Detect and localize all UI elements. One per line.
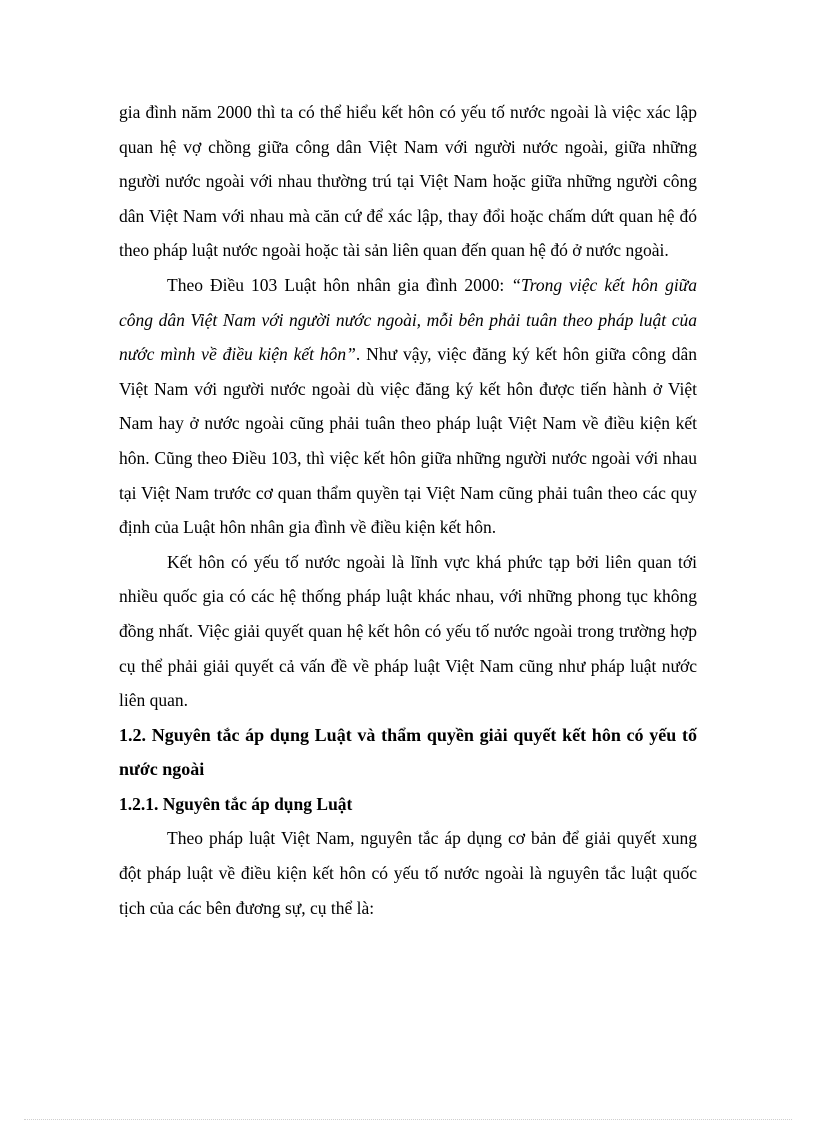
article-103-lead: Theo Điều 103 Luật hôn nhân gia đình 2000:	[167, 274, 512, 295]
section-heading-1-2-1: 1.2.1. Nguyên tắc áp dụng Luật	[119, 793, 353, 814]
paragraph-continuation: gia đình năm 2000 thì ta có thể hiểu kết hôn có yếu tố nước ngoài là việc xác lập quan hệ vợ chồng giữa công dân Việt Nam với người nước ngoài, giữa những người nước ngoài với nhau thường trú tại Việt Nam hoặc giữa những người công dân Việt Nam với nhau mà căn cứ để xác lập, thay đổi hoặc chấm dứt quan hệ đó theo pháp luật nước ngoài hoặc tài sản liên quan đến quan hệ đó ở nước ngoài.	[119, 102, 697, 261]
page-bottom-divider	[24, 1119, 792, 1120]
paragraph-nationality-principle: Theo pháp luật Việt Nam, nguyên tắc áp dụng cơ bản để giải quyết xung đột pháp luật về điều kiện kết hôn có yếu tố nước ngoài là nguyên tắc luật quốc tịch của các bên đương sự, cụ thể là:	[119, 828, 697, 918]
paragraph-complexity: Kết hôn có yếu tố nước ngoài là lĩnh vực khá phức tạp bởi liên quan tới nhiều quốc gia có các hệ thống pháp luật khác nhau, với những phong tục không đồng nhất. Việc giải quyết quan hệ kết hôn có yếu tố nước ngoài trong trường hợp cụ thể phải giải quyết cả vấn đề về pháp luật Việt Nam cũng như pháp luật nước liên quan.	[119, 551, 697, 711]
article-103-tail: . Như vậy, việc đăng ký kết hôn giữa công dân Việt Nam với người nước ngoài dù việc đăng ký kết hôn được tiến hành ở Việt Nam hay ở nước ngoài cũng phải tuân theo pháp luật Việt Nam về điều kiện kết hôn. Cũng theo Điều 103, thì việc kết hôn giữa những người nước ngoài với nhau tại Việt Nam trước cơ quan thẩm quyền tại Việt Nam cũng phải tuân theo các quy định của Luật hôn nhân gia đình về điều kiện kết hôn.	[119, 344, 697, 538]
section-heading-1-2: 1.2. Nguyên tắc áp dụng Luật và thẩm quyền giải quyết kết hôn có yếu tố nước ngoài	[119, 724, 697, 780]
article-103-quote: “Trong việc kết hôn giữa công dân Việt Nam với người nước ngoài, mỗi bên phải tuân theo pháp luật của nước mình về điều kiện kết hôn”	[119, 274, 697, 365]
document-page	[119, 95, 697, 925]
paragraph-article-103	[119, 268, 697, 545]
